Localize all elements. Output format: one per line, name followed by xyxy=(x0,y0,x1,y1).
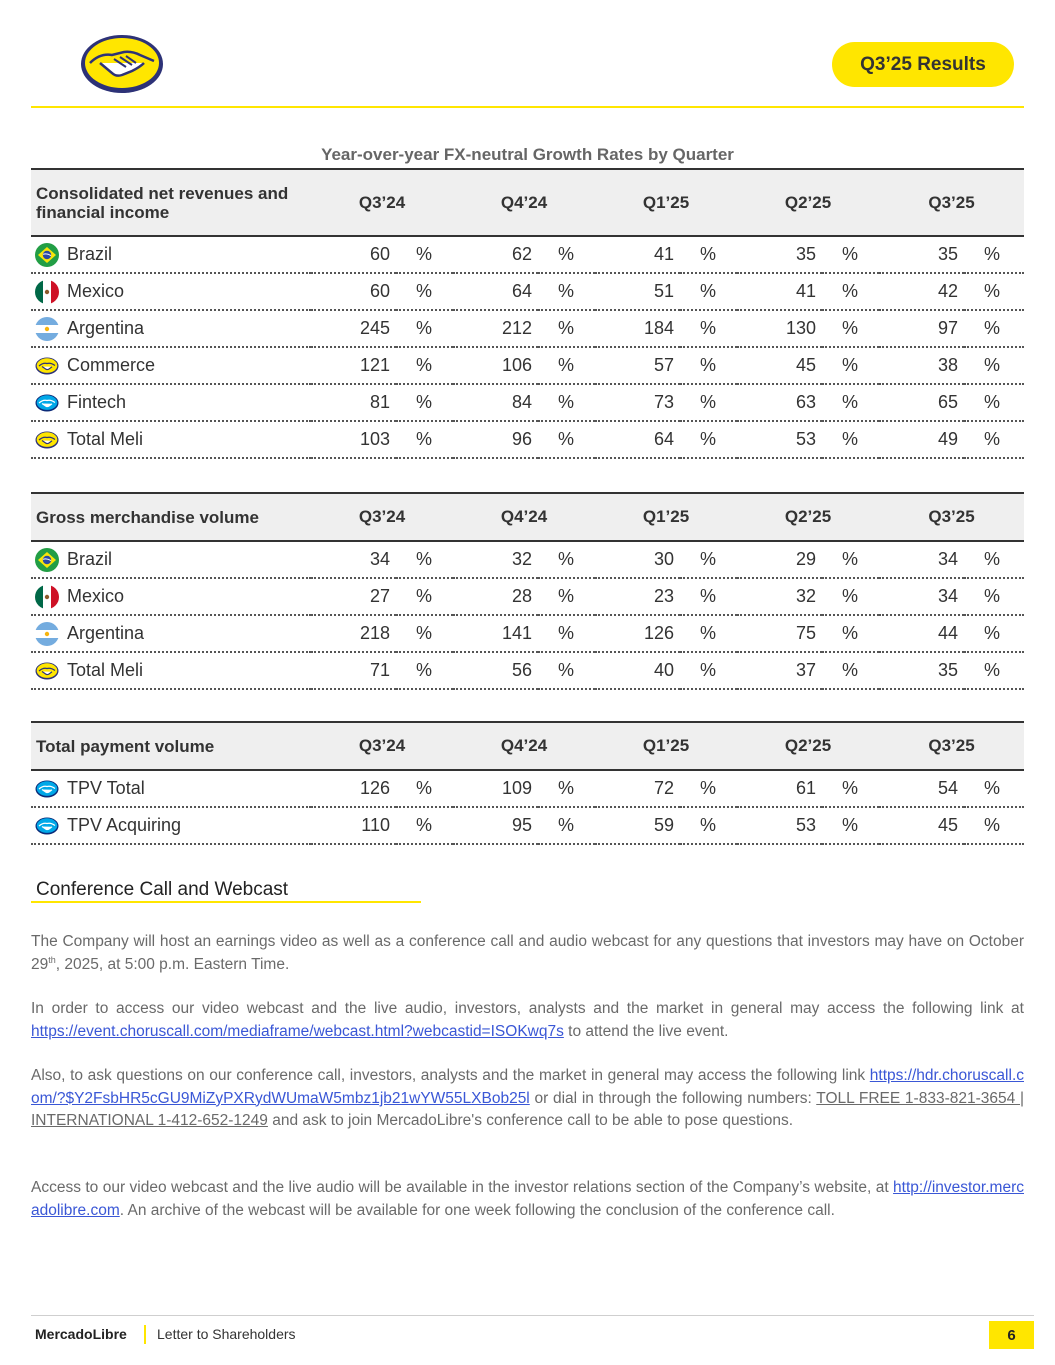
growth-value: 32 xyxy=(453,541,538,578)
mercadopago-handshake-icon xyxy=(35,391,59,415)
row-label-cell xyxy=(31,541,311,578)
percent-symbol: % xyxy=(680,347,737,384)
table-body xyxy=(31,236,1024,458)
growth-value: 35 xyxy=(879,652,964,689)
quarter-header: Q1’25 xyxy=(595,169,737,236)
percent-symbol: % xyxy=(396,310,453,347)
growth-value: 54 xyxy=(879,770,964,807)
growth-value: 28 xyxy=(453,578,538,615)
quarter-header: Q2’25 xyxy=(737,169,879,236)
growth-value: 37 xyxy=(737,652,822,689)
percent-symbol: % xyxy=(822,421,879,458)
argentina-flag-icon xyxy=(35,317,59,341)
row-label: Total Meli xyxy=(67,659,144,680)
table-row-argentina xyxy=(31,310,1024,347)
percent-symbol: % xyxy=(964,807,1024,844)
mercadolibre-logo xyxy=(78,33,166,95)
percent-symbol: % xyxy=(538,273,595,310)
growth-value: 35 xyxy=(879,236,964,273)
table-row-brazil xyxy=(31,236,1024,273)
percent-symbol: % xyxy=(538,807,595,844)
growth-value: 53 xyxy=(737,421,822,458)
row-label-cell xyxy=(31,236,311,273)
text: In order to access our video webcast and the live audio, investors, analysts and the market in general may access the following link at xyxy=(31,1000,1024,1017)
growth-value: 56 xyxy=(453,652,538,689)
quarter-header: Q4’24 xyxy=(453,722,595,770)
percent-symbol: % xyxy=(680,541,737,578)
growth-value: 109 xyxy=(453,770,538,807)
mercadolibre-handshake-icon xyxy=(35,428,59,452)
text: Also, to ask questions on our conference call, investors, analysts and the market in general may access the following link xyxy=(31,1067,870,1084)
percent-symbol: % xyxy=(822,615,879,652)
row-label: TPV Total xyxy=(67,777,145,798)
row-label-cell xyxy=(31,421,311,458)
growth-value: 49 xyxy=(879,421,964,458)
growth-value: 34 xyxy=(879,541,964,578)
quarter-header: Q2’25 xyxy=(737,493,879,541)
text: and ask to join MercadoLibre's conference call to be able to pose questions. xyxy=(267,1112,794,1129)
header-divider xyxy=(31,106,1024,108)
growth-value: 60 xyxy=(311,273,396,310)
footer-brand: MercadoLibre xyxy=(35,1326,127,1342)
results-badge: Q3’25 Results xyxy=(832,42,1014,87)
table-header: Consolidated net revenues and financial income xyxy=(31,169,311,236)
percent-symbol: % xyxy=(396,347,453,384)
growth-value: 72 xyxy=(595,770,680,807)
row-label: Brazil xyxy=(67,548,113,569)
growth-value: 57 xyxy=(595,347,680,384)
growth-value: 35 xyxy=(737,236,822,273)
growth-value: 130 xyxy=(737,310,822,347)
growth-value: 71 xyxy=(311,652,396,689)
growth-value: 60 xyxy=(311,236,396,273)
percent-symbol: % xyxy=(680,384,737,421)
growth-value: 65 xyxy=(879,384,964,421)
investor-relations-link[interactable]: http://investor.mercadolibre.com xyxy=(31,1179,1024,1219)
quarter-header: Q1’25 xyxy=(595,493,737,541)
table-row-fintech xyxy=(31,384,1024,421)
growth-value: 62 xyxy=(453,236,538,273)
growth-value: 97 xyxy=(879,310,964,347)
percent-symbol: % xyxy=(822,578,879,615)
table-row-total-meli xyxy=(31,421,1024,458)
percent-symbol: % xyxy=(964,273,1024,310)
footer-divider xyxy=(31,1315,1034,1316)
quarter-header: Q1’25 xyxy=(595,722,737,770)
percent-symbol: % xyxy=(538,347,595,384)
row-label-cell xyxy=(31,770,311,807)
growth-value: 30 xyxy=(595,541,680,578)
table-body xyxy=(31,541,1024,689)
mexico-flag-icon xyxy=(35,280,59,304)
argentina-flag-icon xyxy=(35,622,59,646)
paragraph-questions xyxy=(31,1065,1024,1133)
growth-value: 126 xyxy=(311,770,396,807)
growth-value: 44 xyxy=(879,615,964,652)
percent-symbol: % xyxy=(396,652,453,689)
table-row-tpv-acquiring xyxy=(31,807,1024,844)
percent-symbol: % xyxy=(680,236,737,273)
percent-symbol: % xyxy=(964,236,1024,273)
row-label-cell xyxy=(31,310,311,347)
growth-value: 29 xyxy=(737,541,822,578)
growth-value: 95 xyxy=(453,807,538,844)
mercadopago-handshake-icon xyxy=(35,814,59,838)
quarter-header: Q4’24 xyxy=(453,169,595,236)
percent-symbol: % xyxy=(680,421,737,458)
growth-value: 110 xyxy=(311,807,396,844)
growth-value: 53 xyxy=(737,807,822,844)
growth-value: 245 xyxy=(311,310,396,347)
table-header: Gross merchandise volume xyxy=(31,493,311,541)
percent-symbol: % xyxy=(538,541,595,578)
table-title: Year-over-year FX-neutral Growth Rates by Quarter xyxy=(321,145,734,164)
percent-symbol: % xyxy=(822,652,879,689)
growth-value: 23 xyxy=(595,578,680,615)
percent-symbol: % xyxy=(396,421,453,458)
percent-symbol: % xyxy=(822,807,879,844)
percent-symbol: % xyxy=(964,770,1024,807)
row-label-cell xyxy=(31,273,311,310)
percent-symbol: % xyxy=(538,310,595,347)
percent-symbol: % xyxy=(822,770,879,807)
percent-symbol: % xyxy=(538,652,595,689)
growth-value: 81 xyxy=(311,384,396,421)
percent-symbol: % xyxy=(538,421,595,458)
growth-value: 64 xyxy=(453,273,538,310)
growth-value: 51 xyxy=(595,273,680,310)
growth-value: 61 xyxy=(737,770,822,807)
percent-symbol: % xyxy=(396,236,453,273)
growth-value: 64 xyxy=(595,421,680,458)
growth-value: 42 xyxy=(879,273,964,310)
percent-symbol: % xyxy=(964,384,1024,421)
growth-value: 73 xyxy=(595,384,680,421)
text: The Company will host an earnings video as well as a conference call and audio webcast for any questions that investors may have on October 29 xyxy=(31,933,1024,973)
footer-subtitle: Letter to Shareholders xyxy=(157,1326,296,1342)
growth-value: 212 xyxy=(453,310,538,347)
mercadopago-handshake-icon xyxy=(35,777,59,801)
row-label: Argentina xyxy=(67,622,145,643)
mercadolibre-handshake-icon xyxy=(35,659,59,683)
percent-symbol: % xyxy=(396,273,453,310)
quarter-header: Q4’24 xyxy=(453,493,595,541)
row-label-cell xyxy=(31,615,311,652)
percent-symbol: % xyxy=(680,578,737,615)
percent-symbol: % xyxy=(964,347,1024,384)
table-row-total-meli xyxy=(31,652,1024,689)
percent-symbol: % xyxy=(680,310,737,347)
percent-symbol: % xyxy=(396,807,453,844)
row-label: Mexico xyxy=(67,585,125,606)
growth-value: 218 xyxy=(311,615,396,652)
text: to attend the live event. xyxy=(563,1022,729,1040)
mercadolibre-handshake-icon xyxy=(35,354,59,378)
growth-value: 84 xyxy=(453,384,538,421)
text: , 2025, at 5:00 p.m. Eastern Time. xyxy=(55,955,290,973)
quarter-header: Q3’24 xyxy=(311,722,453,770)
growth-value: 27 xyxy=(311,578,396,615)
text: . An archive of the webcast will be available for one week following the conclusion of the conference call. xyxy=(119,1201,835,1219)
growth-value: 75 xyxy=(737,615,822,652)
row-label-cell xyxy=(31,384,311,421)
row-label: TPV Acquiring xyxy=(67,814,182,835)
table-row-mexico xyxy=(31,578,1024,615)
percent-symbol: % xyxy=(964,421,1024,458)
table-row-argentina xyxy=(31,615,1024,652)
percent-symbol: % xyxy=(822,541,879,578)
percent-symbol: % xyxy=(396,384,453,421)
percent-symbol: % xyxy=(396,541,453,578)
percent-symbol: % xyxy=(538,578,595,615)
percent-symbol: % xyxy=(964,541,1024,578)
percent-symbol: % xyxy=(396,770,453,807)
percent-symbol: % xyxy=(964,578,1024,615)
percent-symbol: % xyxy=(680,652,737,689)
growth-value: 45 xyxy=(737,347,822,384)
tpv-table xyxy=(31,721,1024,845)
growth-value: 34 xyxy=(879,578,964,615)
row-label-cell xyxy=(31,652,311,689)
row-label-cell xyxy=(31,578,311,615)
quarter-header: Q2’25 xyxy=(737,722,879,770)
quarter-header: Q3’25 xyxy=(879,169,1024,236)
text: Access to our video webcast and the live audio will be available in the investor relations section of the Company’s website, at xyxy=(31,1179,894,1196)
row-label: Argentina xyxy=(67,317,145,338)
gmv-table xyxy=(31,492,1024,690)
section-underline xyxy=(31,901,421,903)
superscript: th xyxy=(48,954,56,965)
percent-symbol: % xyxy=(680,807,737,844)
percent-symbol: % xyxy=(822,310,879,347)
growth-value: 34 xyxy=(311,541,396,578)
mexico-flag-icon xyxy=(35,585,59,609)
row-label: Total Meli xyxy=(67,428,144,449)
percent-symbol: % xyxy=(396,615,453,652)
growth-value: 141 xyxy=(453,615,538,652)
brazil-flag-icon xyxy=(35,548,59,572)
growth-value: 41 xyxy=(595,236,680,273)
growth-value: 59 xyxy=(595,807,680,844)
percent-symbol: % xyxy=(964,310,1024,347)
growth-value: 45 xyxy=(879,807,964,844)
growth-value: 40 xyxy=(595,652,680,689)
growth-value: 32 xyxy=(737,578,822,615)
table-header: Total payment volume xyxy=(31,722,311,770)
section-title: Conference Call and Webcast xyxy=(36,879,289,900)
growth-value: 63 xyxy=(737,384,822,421)
page-number: 6 xyxy=(989,1321,1034,1349)
percent-symbol: % xyxy=(396,578,453,615)
percent-symbol: % xyxy=(964,652,1024,689)
brazil-flag-icon xyxy=(35,243,59,267)
percent-symbol: % xyxy=(538,770,595,807)
percent-symbol: % xyxy=(680,273,737,310)
row-label: Fintech xyxy=(67,391,127,412)
growth-value: 41 xyxy=(737,273,822,310)
questions-link[interactable]: https://hdr.choruscall.com/?$Y2FsbHR5cGU9MiZyPXRydWUmaW5mbz1jb21wYW55LXBob25l xyxy=(31,1067,1024,1107)
percent-symbol: % xyxy=(822,384,879,421)
paragraph-archive xyxy=(31,1177,1024,1222)
quarter-header: Q3’25 xyxy=(879,722,1024,770)
growth-value: 126 xyxy=(595,615,680,652)
percent-symbol: % xyxy=(822,273,879,310)
webcast-link[interactable]: https://event.choruscall.com/mediaframe/webcast.html?webcastid=ISOKwq7s xyxy=(31,1022,564,1040)
percent-symbol: % xyxy=(538,615,595,652)
growth-value: 106 xyxy=(453,347,538,384)
row-label-cell xyxy=(31,347,311,384)
growth-value: 38 xyxy=(879,347,964,384)
percent-symbol: % xyxy=(822,236,879,273)
revenues-table xyxy=(31,168,1024,459)
percent-symbol: % xyxy=(538,236,595,273)
phone-numbers[interactable]: TOLL FREE 1-833-821-3654 | INTERNATIONAL 1-412-652-1249 xyxy=(31,1089,1024,1129)
row-label: Mexico xyxy=(67,280,125,301)
quarter-header: Q3’24 xyxy=(311,169,453,236)
table-row-tpv-total xyxy=(31,770,1024,807)
percent-symbol: % xyxy=(822,347,879,384)
percent-symbol: % xyxy=(964,615,1024,652)
percent-symbol: % xyxy=(538,384,595,421)
paragraph-schedule xyxy=(31,931,1024,976)
growth-value: 96 xyxy=(453,421,538,458)
quarter-header: Q3’25 xyxy=(879,493,1024,541)
percent-symbol: % xyxy=(680,770,737,807)
paragraph-webcast xyxy=(31,998,1024,1043)
quarter-header: Q3’24 xyxy=(311,493,453,541)
growth-value: 103 xyxy=(311,421,396,458)
row-label: Brazil xyxy=(67,243,113,264)
growth-value: 121 xyxy=(311,347,396,384)
growth-value: 184 xyxy=(595,310,680,347)
row-label-cell xyxy=(31,807,311,844)
table-body xyxy=(31,770,1024,844)
row-label: Commerce xyxy=(67,354,156,375)
table-row-commerce xyxy=(31,347,1024,384)
footer-separator xyxy=(144,1325,146,1344)
percent-symbol: % xyxy=(680,615,737,652)
table-row-mexico xyxy=(31,273,1024,310)
table-row-brazil xyxy=(31,541,1024,578)
text: or dial in through the following numbers: xyxy=(529,1089,817,1107)
